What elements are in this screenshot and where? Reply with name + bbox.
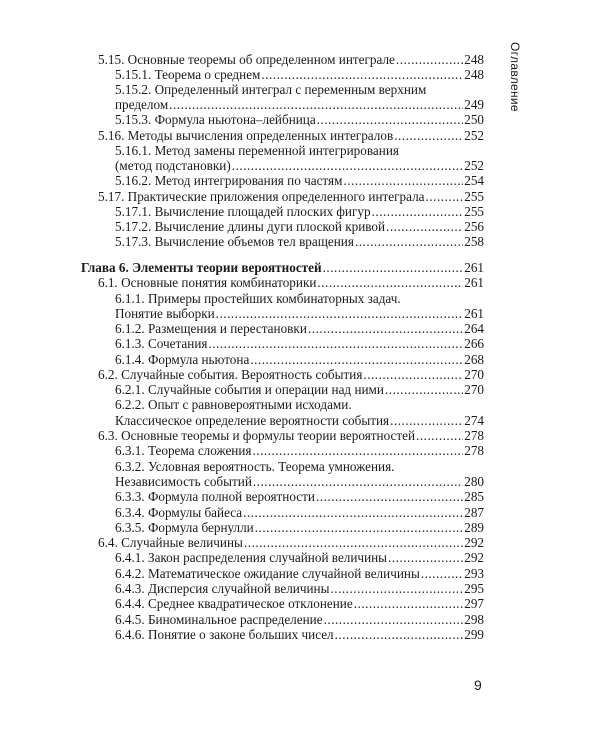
dot-leader bbox=[386, 219, 463, 234]
entry-page-number: 266 bbox=[464, 336, 484, 351]
entry-page-number: 249 bbox=[464, 97, 484, 112]
toc-entry bbox=[115, 612, 484, 627]
dot-leader bbox=[169, 97, 463, 112]
entry-title: 5.16.2. Метод интегрирования по частям bbox=[115, 173, 343, 188]
entry-page-number: 270 bbox=[464, 382, 484, 397]
toc-entry bbox=[115, 143, 484, 158]
dot-leader bbox=[354, 596, 464, 611]
entry-title: 6.4.1. Закон распределения случайной величины bbox=[115, 550, 388, 565]
entry-page-number: 268 bbox=[464, 352, 484, 367]
entry-page-number: 292 bbox=[464, 550, 484, 565]
entry-page-number: 252 bbox=[464, 158, 484, 173]
entry-title: 6.3.5. Формула бернулли bbox=[115, 520, 254, 535]
dot-leader bbox=[317, 112, 463, 127]
entry-title: 6.3. Основные теоремы и формулы теории вероятностей bbox=[98, 428, 416, 443]
entry-page-number: 298 bbox=[464, 612, 484, 627]
dot-leader bbox=[317, 275, 463, 290]
entry-page-number: 278 bbox=[464, 428, 484, 443]
entry-title: 6.1. Основные понятия комбинаторики bbox=[98, 275, 317, 290]
dot-leader bbox=[208, 336, 463, 351]
dot-leader bbox=[255, 520, 463, 535]
toc-entry bbox=[115, 234, 484, 249]
dot-leader bbox=[421, 566, 463, 581]
entry-title: Глава 6. Элементы теории вероятностей bbox=[81, 260, 322, 275]
toc-entry bbox=[98, 189, 484, 204]
toc-entry bbox=[115, 627, 484, 642]
entry-title: 5.15.2. Определенный интеграл с переменным верхним bbox=[115, 82, 427, 97]
dot-leader bbox=[261, 67, 463, 82]
entry-page-number: 264 bbox=[464, 321, 484, 336]
entry-page-number: 289 bbox=[464, 520, 484, 535]
entry-title: 5.17.1. Вычисление площадей плоских фигур bbox=[115, 204, 371, 219]
dot-leader bbox=[216, 306, 464, 321]
toc-entry bbox=[115, 67, 484, 82]
entry-title: 6.1.4. Формула ньютона bbox=[115, 352, 250, 367]
toc-entry bbox=[115, 489, 484, 504]
toc-entry bbox=[115, 336, 484, 351]
entry-title: 5.16. Методы вычисления определенных интегралов bbox=[98, 128, 394, 143]
dot-leader bbox=[335, 627, 464, 642]
entry-page-number: 254 bbox=[464, 173, 484, 188]
toc-entry bbox=[115, 97, 484, 112]
toc-entry bbox=[115, 112, 484, 127]
toc-entry bbox=[98, 52, 484, 67]
dot-leader bbox=[330, 581, 463, 596]
dot-leader bbox=[396, 52, 463, 67]
entry-page-number: 297 bbox=[464, 596, 484, 611]
entry-page-number: 261 bbox=[464, 275, 484, 290]
entry-title: 6.4.5. Биноминальное распределение bbox=[115, 612, 323, 627]
chapter-entry bbox=[81, 260, 484, 275]
entry-title: 5.15. Основные теоремы об определенном интеграле bbox=[98, 52, 395, 67]
dot-leader bbox=[244, 535, 463, 550]
toc-entry bbox=[115, 397, 484, 412]
dot-leader bbox=[253, 474, 463, 489]
entry-title: 5.17.2. Вычисление длины дуги плоской кривой bbox=[115, 219, 386, 234]
dot-leader bbox=[355, 234, 463, 249]
toc-entry bbox=[115, 550, 484, 565]
toc-entry bbox=[115, 204, 484, 219]
entry-page-number: 256 bbox=[464, 219, 484, 234]
entry-page-number: 248 bbox=[464, 52, 484, 67]
entry-page-number: 252 bbox=[464, 128, 484, 143]
toc-entry bbox=[115, 219, 484, 234]
entry-title: 6.3.3. Формула полной вероятности bbox=[115, 489, 315, 504]
dot-leader bbox=[250, 352, 463, 367]
entry-title: 6.1.2. Размещения и перестановки bbox=[115, 321, 307, 336]
entry-title: 6.1.3. Сочетания bbox=[115, 336, 208, 351]
dot-leader bbox=[343, 173, 463, 188]
dot-leader bbox=[390, 413, 463, 428]
entry-page-number: 292 bbox=[464, 535, 484, 550]
entry-page-number: 255 bbox=[464, 189, 484, 204]
toc-entry bbox=[115, 459, 484, 474]
toc-entry bbox=[98, 367, 484, 382]
toc-entry bbox=[115, 566, 484, 581]
entry-title: 6.3.4. Формулы байеса bbox=[115, 505, 243, 520]
toc-entry bbox=[115, 413, 484, 428]
entry-page-number: 255 bbox=[464, 204, 484, 219]
toc-entry bbox=[115, 474, 484, 489]
entry-title: 5.15.3. Формула ньютона–лейбница bbox=[115, 112, 316, 127]
entry-title: 6.4.6. Понятие о законе больших чисел bbox=[115, 627, 334, 642]
dot-leader bbox=[394, 128, 463, 143]
entry-title: 6.3.1. Теорема сложения bbox=[115, 443, 252, 458]
toc-entry bbox=[115, 596, 484, 611]
dot-leader bbox=[363, 367, 463, 382]
entry-title: 6.2.1. Случайные события и операции над ними bbox=[115, 382, 384, 397]
entry-title: 6.2.2. Опыт с равновероятными исходами. bbox=[115, 397, 352, 412]
entry-page-number: 299 bbox=[464, 627, 484, 642]
entry-title: 6.4.2. Математическое ожидание случайной величины bbox=[115, 566, 420, 581]
dot-leader bbox=[232, 158, 463, 173]
dot-leader bbox=[416, 428, 463, 443]
entry-title: Классическое определение вероятности события bbox=[115, 413, 390, 428]
toc-entry bbox=[115, 158, 484, 173]
dot-leader bbox=[372, 204, 464, 219]
dot-leader bbox=[385, 382, 463, 397]
entry-title: 6.4.3. Дисперсия случайной величины bbox=[115, 581, 330, 596]
entry-page-number: 287 bbox=[464, 505, 484, 520]
dot-leader bbox=[316, 489, 463, 504]
page-number: 9 bbox=[474, 677, 482, 693]
entry-title: 5.17.3. Вычисление объемов тел вращения bbox=[115, 234, 354, 249]
entry-title: 6.2. Случайные события. Вероятность события bbox=[98, 367, 363, 382]
entry-page-number: 293 bbox=[464, 566, 484, 581]
dot-leader bbox=[323, 260, 464, 275]
entry-title: Независимость событий bbox=[115, 474, 252, 489]
entry-title: пределом bbox=[115, 97, 169, 112]
toc-entry bbox=[115, 443, 484, 458]
dot-leader bbox=[243, 505, 463, 520]
toc-entry bbox=[98, 128, 484, 143]
toc-entry bbox=[115, 581, 484, 596]
entry-page-number: 250 bbox=[464, 112, 484, 127]
entry-title: 6.3.2. Условная вероятность. Теорема умножения. bbox=[115, 459, 395, 474]
toc-entry bbox=[115, 520, 484, 535]
dot-leader bbox=[388, 550, 463, 565]
toc-entry bbox=[98, 275, 484, 290]
toc-entry bbox=[115, 173, 484, 188]
entry-page-number: 258 bbox=[464, 234, 484, 249]
entry-title: 6.4. Случайные величины bbox=[98, 535, 243, 550]
toc-entry bbox=[115, 321, 484, 336]
entry-page-number: 280 bbox=[464, 474, 484, 489]
dot-leader bbox=[324, 612, 464, 627]
entry-page-number: 285 bbox=[464, 489, 484, 504]
entry-title: 6.1.1. Примеры простейших комбинаторных задач. bbox=[115, 291, 401, 306]
toc-entry bbox=[115, 306, 484, 321]
dot-leader bbox=[426, 189, 464, 204]
toc-entry bbox=[98, 428, 484, 443]
entry-title: 5.16.1. Метод замены переменной интегрирования bbox=[115, 143, 399, 158]
entry-page-number: 274 bbox=[464, 413, 484, 428]
toc-entry bbox=[115, 505, 484, 520]
entry-title: 6.4.4. Среднее квадратическое отклонение bbox=[115, 596, 353, 611]
entry-page-number: 278 bbox=[464, 443, 484, 458]
dot-leader bbox=[253, 443, 464, 458]
toc-entry bbox=[115, 382, 484, 397]
toc-entry bbox=[115, 352, 484, 367]
entry-page-number: 270 bbox=[464, 367, 484, 382]
entry-page-number: 261 bbox=[464, 260, 484, 275]
toc-entry bbox=[98, 535, 484, 550]
entry-title: 5.17. Практические приложения определенного интеграла bbox=[98, 189, 425, 204]
dot-leader bbox=[308, 321, 463, 336]
entry-page-number: 295 bbox=[464, 581, 484, 596]
entry-page-number: 248 bbox=[464, 67, 484, 82]
toc-entry bbox=[115, 82, 484, 97]
entry-page-number: 261 bbox=[464, 306, 484, 321]
entry-title: 5.15.1. Теорема о среднем bbox=[115, 67, 261, 82]
entry-title: (метод подстановки) bbox=[115, 158, 231, 173]
entry-title: Понятие выборки bbox=[115, 306, 215, 321]
running-header-title: Оглавление bbox=[508, 42, 522, 112]
toc-entry bbox=[115, 291, 484, 306]
